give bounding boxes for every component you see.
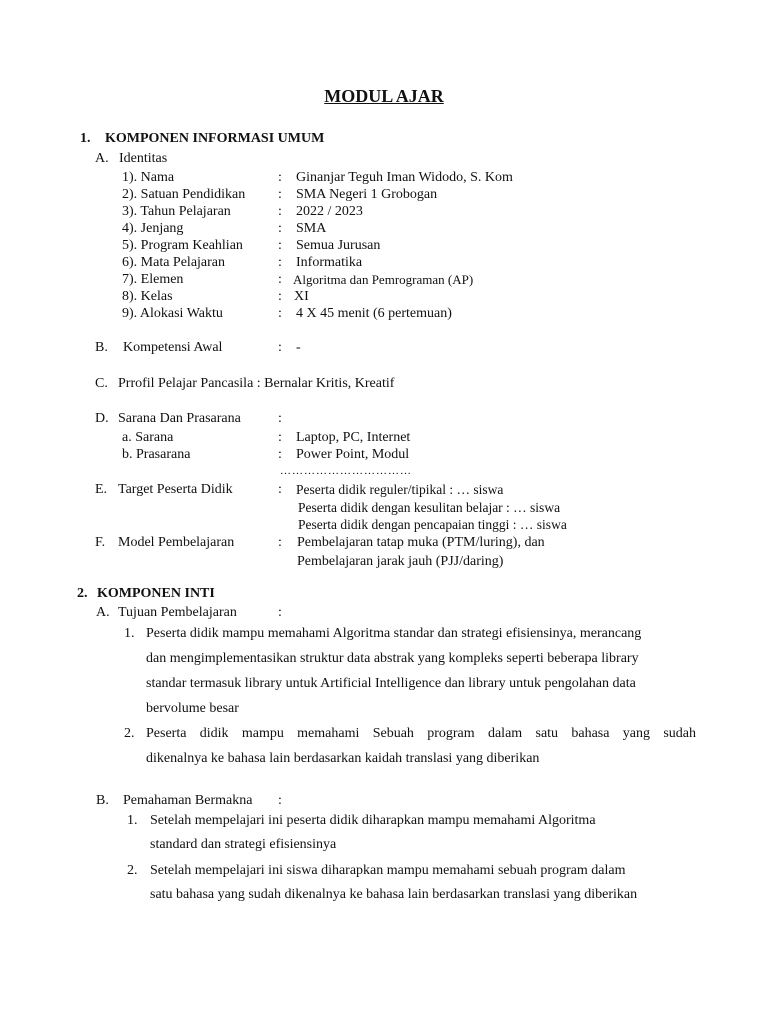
identity-row-sep: : [278, 289, 282, 304]
pemahaman-item-line: standard dan strategi efisiensinya [150, 837, 337, 852]
identity-row-value: Ginanjar Teguh Iman Widodo, S. Kom [296, 170, 513, 185]
identity-row-value: 4 X 45 menit (6 pertemuan) [296, 306, 452, 321]
pemahaman-label: Pemahaman Bermakna [123, 793, 253, 808]
pemahaman-item-line: satu bahasa yang sudah dikenalnya ke bahasa lain berdasarkan translasi yang diberikan [150, 887, 638, 902]
prasarana-sub-label: b. Prasarana [122, 447, 191, 462]
identity-row-sep: : [278, 306, 282, 321]
tujuan-item-line: dan mengimplementasikan struktur data abstrak yang kompleks seperti beberapa library [146, 651, 639, 666]
sarana-sub-sep: : [278, 430, 282, 445]
tujuan-letter: A. [96, 605, 110, 620]
tujuan-item-line: standar termasuk library untuk Artificial Intelligence dan library untuk pengolahan data [146, 676, 636, 691]
sarana-sub-label: a. Sarana [122, 430, 174, 445]
identity-row-label: 4). Jenjang [122, 221, 184, 236]
identity-row-label: 2). Satuan Pendidikan [122, 187, 246, 202]
identity-row-label: 1). Nama [122, 170, 175, 185]
profil-text: Prrofil Pelajar Pancasila : Bernalar Kritis, Kreatif [118, 376, 395, 391]
target-line: Peserta didik dengan kesulitan belajar : … siswa [298, 500, 561, 515]
tujuan-item-number: 1. [124, 626, 135, 641]
identitas-label: Identitas [119, 151, 168, 166]
target-line: Peserta didik reguler/tipikal : … siswa [296, 482, 504, 497]
target-letter: E. [95, 482, 108, 497]
model-letter: F. [95, 535, 106, 550]
identity-row-value: SMA [296, 221, 327, 236]
pemahaman-item-line: Setelah mempelajari ini siswa diharapkan mampu memahami sebuah program dalam [150, 863, 626, 878]
prasarana-sub-value: Power Point, Modul [296, 447, 410, 462]
kompetensi-sep: : [278, 340, 282, 355]
sarana-letter: D. [95, 411, 109, 426]
identity-row-sep: : [278, 187, 282, 202]
identitas-letter: A. [95, 151, 109, 166]
tujuan-sep: : [278, 605, 282, 620]
tujuan-item-line: Peserta didik mampu memahami Sebuah program dalam satu bahasa yang sudah [146, 726, 696, 741]
sarana-sep: : [278, 411, 282, 426]
section-2-number: 2. [77, 586, 88, 601]
identity-row-sep: : [278, 272, 282, 287]
identity-row-sep: : [278, 170, 282, 185]
target-sep: : [278, 482, 282, 497]
prasarana-sub-sep: : [278, 447, 282, 462]
identity-row-sep: : [278, 204, 282, 219]
section-1-number: 1. [80, 131, 91, 146]
identity-row-value: Informatika [296, 255, 363, 270]
pemahaman-letter: B. [96, 793, 109, 808]
identity-row-label: 9). Alokasi Waktu [122, 306, 223, 321]
tujuan-item-line: Peserta didik mampu memahami Algoritma standar dan strategi efisiensinya, merancang [146, 626, 642, 641]
kompetensi-label: Kompetensi Awal [123, 340, 223, 355]
identity-row-label: 8). Kelas [122, 289, 173, 304]
model-line: Pembelajaran jarak jauh (PJJ/daring) [297, 554, 504, 569]
pemahaman-item-line: Setelah mempelajari ini peserta didik diharapkan mampu memahami Algoritma [150, 813, 596, 828]
dotted-leader: …………………………… [280, 465, 412, 477]
target-line: Peserta didik dengan pencapaian tinggi : … siswa [298, 517, 567, 532]
identity-row-sep: : [278, 221, 282, 236]
model-label: Model Pembelajaran [118, 535, 235, 550]
tujuan-label: Tujuan Pembelajaran [118, 605, 237, 620]
identity-row-value: Semua Jurusan [296, 238, 381, 253]
identity-row-label: 3). Tahun Pelajaran [122, 204, 231, 219]
section-2-heading: KOMPONEN INTI [97, 586, 215, 601]
identity-row-label: 7). Elemen [122, 272, 184, 287]
page-title: MODUL AJAR [324, 86, 444, 106]
pemahaman-item-number: 2. [127, 863, 138, 878]
identity-row-value: SMA Negeri 1 Grobogan [296, 187, 438, 202]
kompetensi-value: - [296, 340, 301, 355]
target-label: Target Peserta Didik [118, 482, 233, 497]
identity-row-sep: : [278, 255, 282, 270]
model-sep: : [278, 535, 282, 550]
sarana-sub-value: Laptop, PC, Internet [296, 430, 411, 445]
pemahaman-sep: : [278, 793, 282, 808]
identity-row-label: 5). Program Keahlian [122, 238, 243, 253]
identity-row-label: 6). Mata Pelajaran [122, 255, 226, 270]
kompetensi-letter: B. [95, 340, 108, 355]
section-1-heading: KOMPONEN INFORMASI UMUM [105, 131, 325, 146]
pemahaman-item-number: 1. [127, 813, 138, 828]
tujuan-item-line: dikenalnya ke bahasa lain berdasarkan kaidah translasi yang diberikan [146, 751, 540, 766]
model-line: Pembelajaran tatap muka (PTM/luring), dan [297, 535, 545, 550]
identity-row-sep: : [278, 238, 282, 253]
identity-row-value: XI [294, 289, 309, 304]
tujuan-item-number: 2. [124, 726, 135, 741]
profil-letter: C. [95, 376, 108, 391]
sarana-label: Sarana Dan Prasarana [118, 411, 241, 426]
identity-row-value: 2022 / 2023 [296, 204, 363, 219]
tujuan-item-line: bervolume besar [146, 701, 239, 716]
identity-row-value: Algoritma dan Pemrograman (AP) [293, 272, 474, 287]
